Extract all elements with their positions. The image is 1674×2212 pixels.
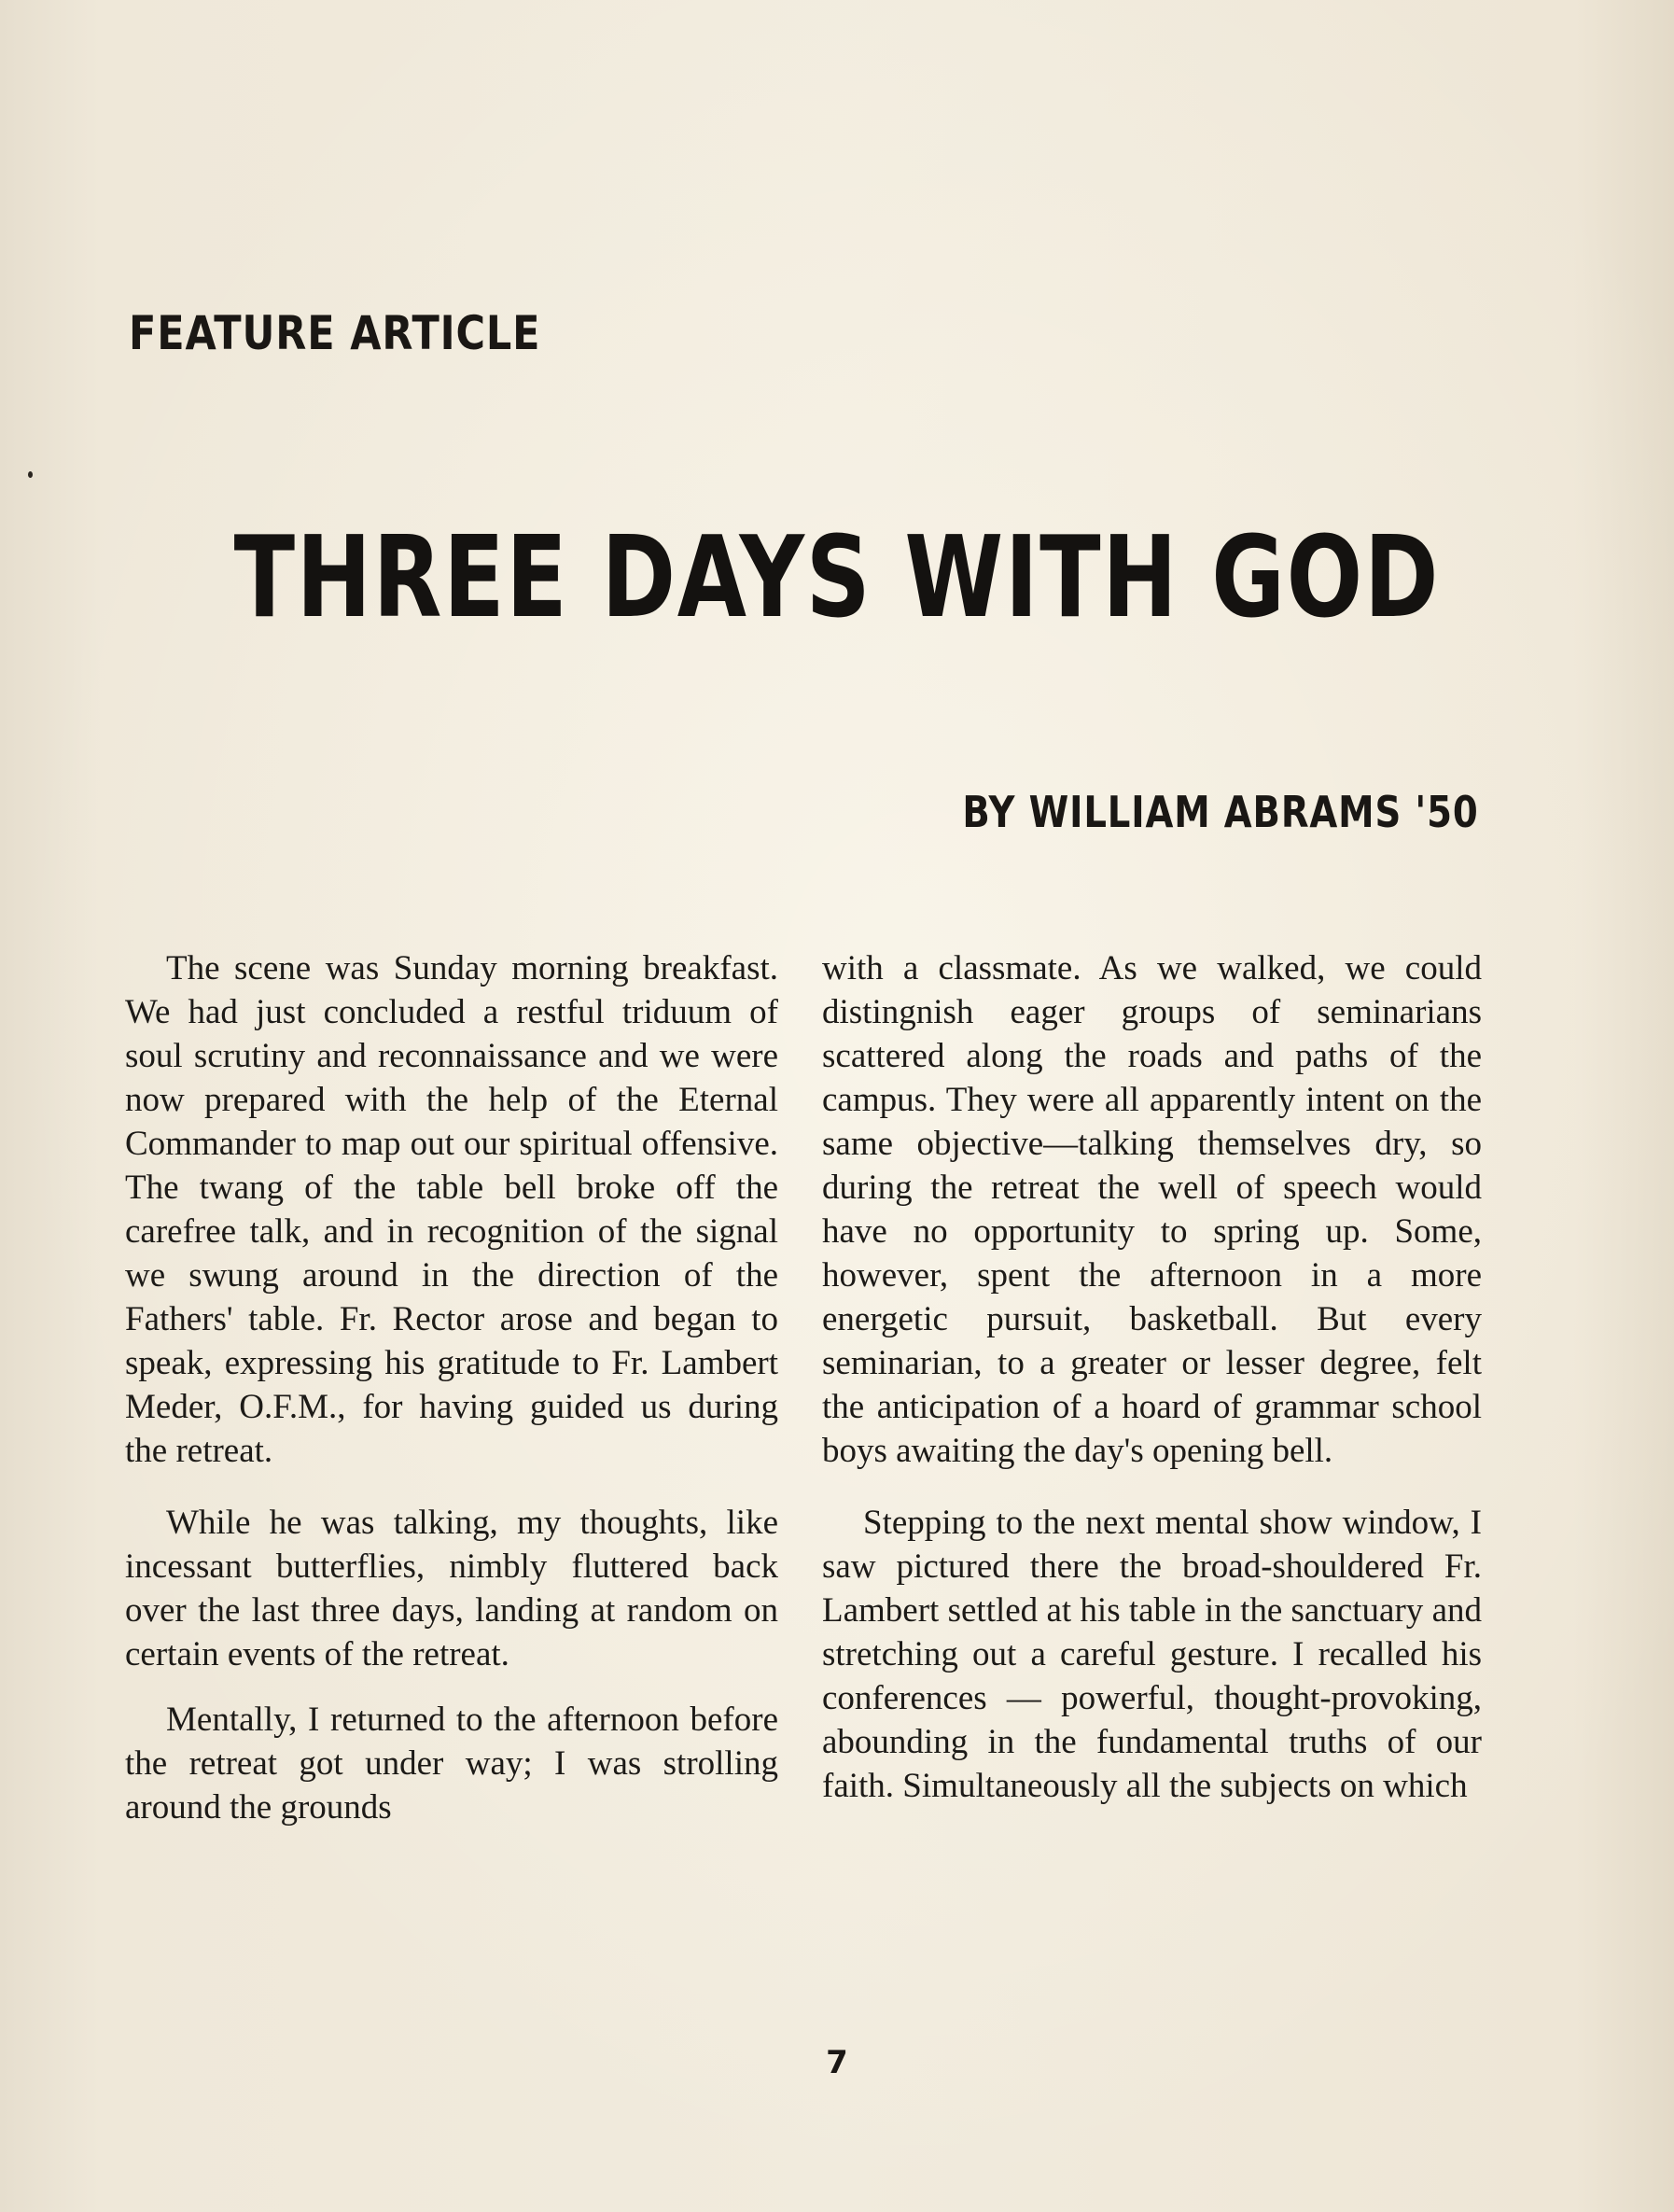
left-column bbox=[125, 946, 778, 1851]
bleed-through-left bbox=[125, 140, 778, 184]
section-label: FEATURE ARTICLE bbox=[129, 306, 541, 360]
page-number: 7 bbox=[826, 2044, 848, 2081]
paragraph: with a classmate. As we walked, we could distingnish eager groups of seminarians scattered along the roads and paths of the campus. They were all apparently intent on the same objective—talking themselves dry, so during the retreat the well of speech would have no opportunity to spring up. Some, however, spent the afternoon in a more energetic pursuit, basketball. But every seminarian, to a greater or lesser degree, felt the anticipation of a hoard of grammar school boys awaiting the day's opening bell. bbox=[822, 949, 1482, 1470]
byline: BY WILLIAM ABRAMS '50 bbox=[962, 787, 1479, 837]
paragraph: Stepping to the next mental show window, I saw pictured there the broad-shouldered Fr. Lambert settled at his table in the sanctuary and stretching out a careful gesture. I recalled his conferences — powerful, thought-provoking, abounding in the fundamental truths of our faith. Simultaneously all the subjects on which bbox=[822, 1504, 1482, 1805]
right-column bbox=[822, 946, 1482, 1829]
ink-speck bbox=[28, 471, 33, 478]
paragraph: While he was talking, my thoughts, like incessant butterflies, nimbly fluttered back over the last three days, landing at random on certain events of the retreat. bbox=[125, 1504, 778, 1673]
paragraph: Mentally, I returned to the afternoon before the retreat got under way; I was strolling around the grounds bbox=[125, 1701, 778, 1827]
article-title bbox=[0, 513, 1674, 643]
article-title-text: THREE DAYS WITH GOD bbox=[233, 513, 1441, 643]
paragraph: The scene was Sunday morning breakfast. We had just concluded a restful triduum of soul scrutiny and reconnaissance and we were now prepared with the help of the Eternal Commander to map out our spiritual offensive. The twang of the table bell broke off the carefree talk, and in recognition of the signal we swung around in the direction of the Fathers' table. Fr. Rector arose and began to speak, expressing his gratitude to Fr. Lambert Meder, O.F.M., for having guided us during the retreat. bbox=[125, 949, 778, 1470]
